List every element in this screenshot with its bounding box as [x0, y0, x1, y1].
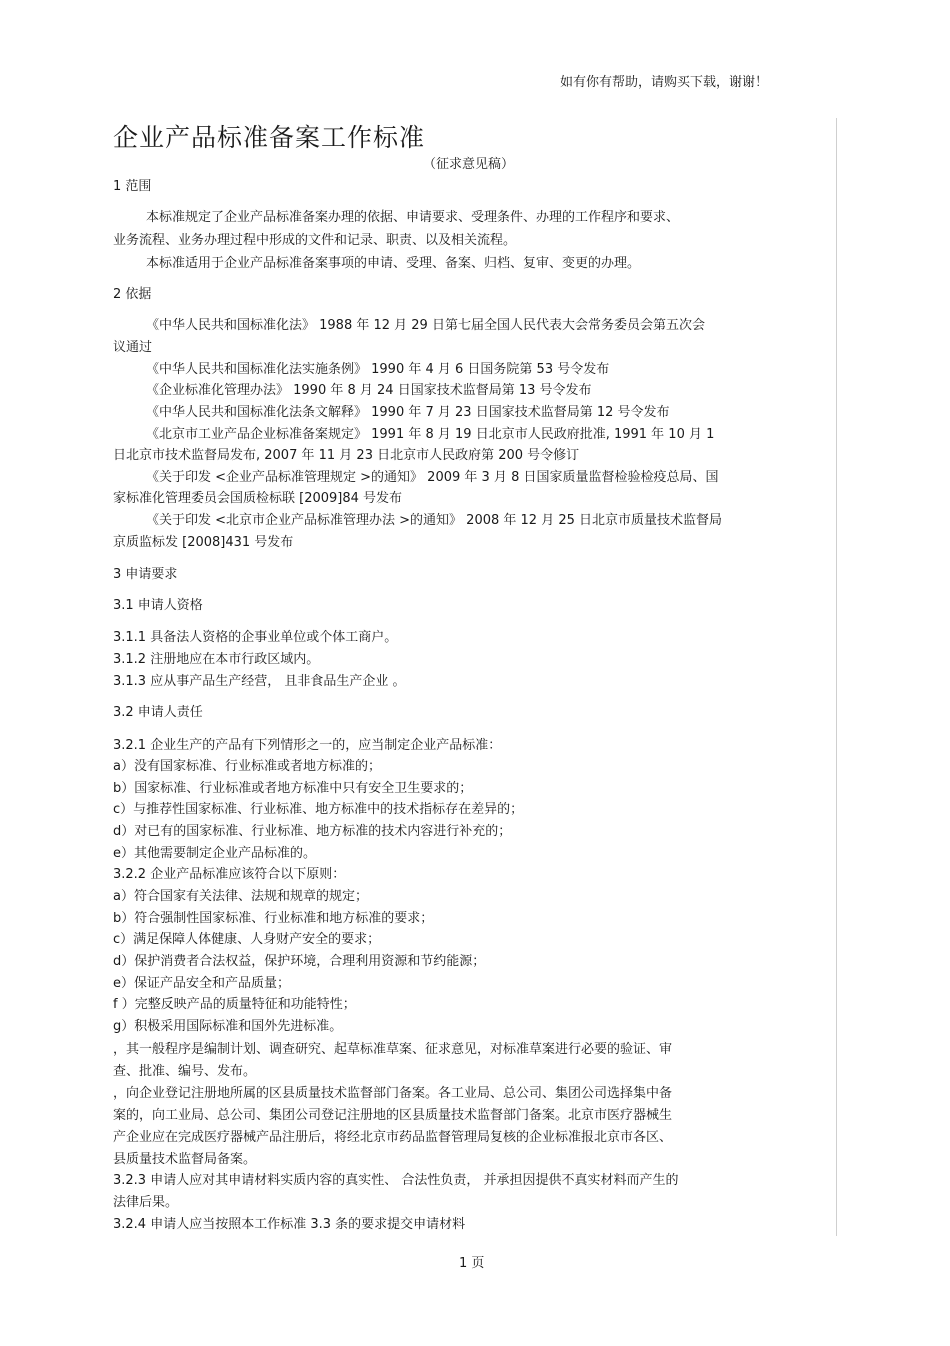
text-line: 3.2.4 申请人应当按照本工作标准 3.3 条的要求提交申请材料 [113, 1217, 466, 1232]
text-line: 议通过 [113, 340, 153, 355]
text-line: 业务流程、业务办理过程中形成的文件和记录、职责、以及相关流程。 [113, 233, 517, 248]
document-subtitle: （征求意见稿） [423, 157, 515, 172]
text-line: d）对已有的国家标准、行业标准、地方标准的技术内容进行补充的； [113, 824, 512, 839]
text-line: 本标准规定了企业产品标准备案办理的依据、申请要求、受理条件、办理的工作程序和要求、 [146, 210, 680, 225]
text-line: 3.1.1 具备法人资格的企事业单位或个体工商户。 [113, 630, 398, 645]
text-line: 《关于印发 <企业产品标准管理规定 >的通知》 2009 年 3 月 8 日国家质量监督检验检疫总局、国 [146, 470, 719, 485]
header-note: 如有你有帮助，请购买下载，谢谢！ [560, 75, 769, 90]
page-number: 1 页 [459, 1256, 485, 1271]
text-line: 日北京市技术监督局发布, 2007 年 11 月 23 日北京市人民政府第 200 号令修订 [113, 448, 580, 463]
text-line: f ）完整反映产品的质量特征和功能特性； [113, 997, 356, 1012]
text-line: 家标准化管理委员会国质检标联 [2009]84 号发布 [113, 491, 403, 506]
text-line: b）国家标准、行业标准或者地方标准中只有安全卫生要求的； [113, 781, 473, 796]
margin-rule [836, 118, 837, 1236]
text-line: a）没有国家标准、行业标准或者地方标准的； [113, 759, 381, 774]
text-line: 法律后果。 [113, 1195, 179, 1210]
text-line: 3.2.3 申请人应对其申请材料实质内容的真实性、 合法性负责， 并承担因提供不真实材料而产生的 [113, 1173, 679, 1188]
text-line: g）积极采用国际标准和国外先进标准。 [113, 1019, 343, 1034]
text-line: 本标准适用于企业产品标准备案事项的申请、受理、备案、归档、复审、变更的办理。 [146, 256, 641, 271]
text-line: 3.2.1 企业生产的产品有下列情形之一的，应当制定企业产品标准： [113, 738, 502, 753]
text-line: 3.2.2 企业产品标准应该符合以下原则： [113, 867, 346, 882]
text-line: 案的，向工业局、总公司、集团公司登记注册地的区县质量技术监督部门备案。北京市医疗器械生 [113, 1108, 673, 1123]
text-line: 3 申请要求 [113, 567, 178, 582]
text-line: 查、批准、编号、发布。 [113, 1064, 257, 1079]
text-line: 1 范围 [113, 179, 152, 194]
text-line: 3.1.3 应从事产品生产经营， 且非食品生产企业 。 [113, 674, 406, 689]
text-line: ，其一般程序是编制计划、调查研究、起草标准草案、征求意见，对标准草案进行必要的验证、审 [113, 1042, 673, 1057]
text-line: 京质监标发 [2008]431 号发布 [113, 535, 294, 550]
text-line: 《中华人民共和国标准化法实施条例》 1990 年 4 月 6 日国务院第 53 号令发布 [146, 362, 610, 377]
text-line: 3.1 申请人资格 [113, 598, 203, 613]
text-line: c）满足保障人体健康、人身财产安全的要求； [113, 932, 381, 947]
text-line: 《中华人民共和国标准化法条文解释》 1990 年 7 月 23 日国家技术监督局第 12 号令发布 [146, 405, 670, 420]
text-line: e）保证产品安全和产品质量； [113, 976, 290, 991]
text-line: c）与推荐性国家标准、行业标准、地方标准中的技术指标存在差异的； [113, 802, 524, 817]
text-line: 《关于印发 <北京市企业产品标准管理办法 >的通知》 2008 年 12 月 25 日北京市质量技术监督局 [146, 513, 723, 528]
text-line: 县质量技术监督局备案。 [113, 1152, 257, 1167]
text-line: e）其他需要制定企业产品标准的。 [113, 846, 316, 861]
text-line: 产企业应在完成医疗器械产品注册后，将经北京市药品监督管理局复核的企业标准报北京市各区、 [113, 1130, 673, 1145]
text-line: 3.1.2 注册地应在本市行政区域内。 [113, 652, 320, 667]
text-line: b）符合强制性国家标准、行业标准和地方标准的要求； [113, 911, 434, 926]
document-title: 企业产品标准备案工作标准 [113, 123, 426, 152]
text-line: d）保护消费者合法权益，保护环境，合理利用资源和节约能源； [113, 954, 486, 969]
text-line: a）符合国家有关法律、法规和规章的规定； [113, 889, 368, 904]
text-line: 《企业标准化管理办法》 1990 年 8 月 24 日国家技术监督局第 13 号令发布 [146, 383, 592, 398]
text-line: 《北京市工业产品企业标准备案规定》 1991 年 8 月 19 日北京市人民政府批准, 1991 年 10 月 1 [146, 427, 715, 442]
text-line: 2 依据 [113, 287, 152, 302]
text-line: 《中华人民共和国标准化法》 1988 年 12 月 29 日第七届全国人民代表大会常务委员会第五次会 [146, 318, 705, 333]
text-line: 3.2 申请人责任 [113, 705, 203, 720]
text-line: ，向企业登记注册地所属的区县质量技术监督部门备案。各工业局、总公司、集团公司选择集中备 [113, 1086, 673, 1101]
